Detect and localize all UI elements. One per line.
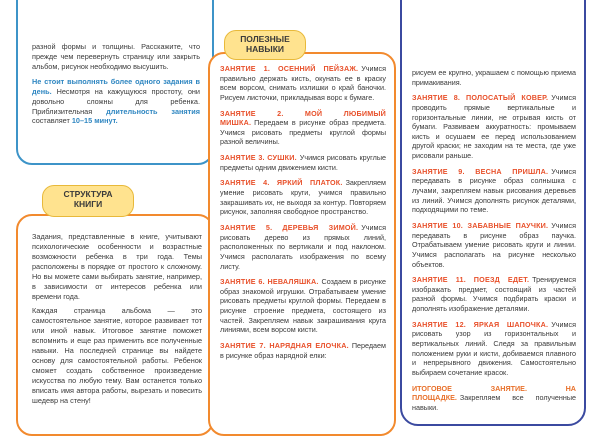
skill-title: ЗАНЯТИЕ 6. НЕВАЛЯШКА.	[220, 277, 319, 287]
skill-text: Передаем в рисунке образ предмета. Учимся рисовать предметы круглой формы разной величины.	[220, 118, 386, 147]
skills-column-2	[412, 68, 576, 413]
skill-text: Учимся правильно держать кисть, окунать ее в краску всем ворсом, снимать излишки о край баночки. Рисуем листочки, прикладывая ворс к бумаге.	[220, 64, 386, 102]
skill-title: ЗАНЯТИЕ 12. ЯРКАЯ ШАПОЧКА.	[412, 319, 549, 329]
skill-title: ЗАНЯТИЕ 7. НАРЯДНАЯ ЕЛОЧКА.	[220, 341, 349, 351]
structure-paragraph-2: Каждая страница альбома — это самостоятельное занятие, которое развивает тот или иной навык. Итоговое занятие поможет вспомнить и еще раз применить все полученные навыки. На последней странице вы найдете основу для самостоятельной работы. Ребенок сможет создать собственное произведение искусства по любую тему. Вам останется только вписать имя автора работы, вырезать и повесить шедевр на стену!	[32, 306, 202, 405]
skill-text: Учимся передавать в рисунке образ солнышка с лучами, закрепляем навык рисования деревьев из линий. Учимся дополнять рисунок деталями, подходящими по теме.	[412, 166, 576, 215]
structure-label	[42, 185, 134, 217]
skill-title: ЗАНЯТИЕ 3. СУШКИ.	[220, 153, 297, 163]
intro-hl-minutes: 10–15 минут.	[71, 116, 118, 126]
intro-text-post: составляет	[32, 116, 70, 126]
skill-item	[220, 277, 386, 335]
skill-item	[220, 153, 386, 172]
skill-text: Учимся рисовать дерево из прямых линий, расположенных по вертикали и под наклоном. Учимся располагать изображения по всему листу.	[220, 222, 386, 271]
skill-item	[412, 320, 576, 378]
skill-text: Учимся рисовать узор из горизонтальных и вертикальных линий. Следя за правильным положением руки и кисти, добиваемся плавного и непрерывного движения. Самостоятельно выбираем сочетание красок.	[412, 319, 576, 377]
intro-panel	[16, 0, 214, 165]
structure-paragraph-1: Задания, представленные в книге, учитывают психологические особенности и возрастные возможности ребенка в три года. Темы расположены в порядке от простого к сложному. Но вы можете сами выбирать занятие, например, в зависимости от интересов ребенка или времени года.	[32, 232, 202, 301]
intro-hl-one-task: стоит выполнять более одного задания в день.	[32, 76, 200, 96]
skill-text: рисуем ее крупно, украшаем с помощью приема примакивания.	[412, 68, 576, 87]
skill-item	[220, 109, 386, 148]
skill-title: ЗАНЯТИЕ 9. ВЕСНА ПРИШЛА.	[412, 166, 549, 176]
skill-item	[220, 178, 386, 217]
skill-item	[220, 341, 386, 360]
skill-title: ЗАНЯТИЕ 2. МОЙ ЛЮБИМЫЙ МИШКА.	[220, 108, 386, 128]
intro-paragraph-1: разной формы и толщины. Расскажите, что прежде чем перевернуть страницу или закрыть альбом, рисунок необходимо высушить.	[32, 42, 200, 71]
skills-panel-left	[208, 52, 396, 436]
intro-paragraph-2	[32, 77, 200, 127]
skill-item	[412, 275, 576, 314]
skill-item	[220, 64, 386, 103]
final-skill-item	[412, 384, 576, 413]
skill-text: Передаем в рисунке образ нарядной елки:	[220, 341, 386, 360]
skill-item	[412, 167, 576, 215]
skill-text: Учимся передавать в рисунке образ паучка. Отрабатываем умение рисовать круги и линии. Учимся располагать на рисунке несколько объектов.	[412, 220, 576, 269]
skill-title: ЗАНЯТИЕ 8. ПОЛОСАТЫЙ КОВЕР.	[412, 93, 549, 103]
skill-item	[412, 221, 576, 269]
skill-item	[412, 68, 576, 87]
structure-panel	[16, 214, 214, 436]
skills-panel-right	[400, 0, 586, 426]
skills-label-text: ПОЛЕЗНЫЕ НАВЫКИ	[240, 34, 290, 54]
skill-text: Создаем в рисунке образ знакомой игрушки. Отрабатываем умение рисовать предметы круглой формы. Передаем в рисунке строение предмета, состоящего из частей. Закрепляем навык закрашивания круга линиями, всем ворсом кисти.	[220, 277, 386, 335]
skill-text: Учимся проводить прямые вертикальные и горизонтальные линии, не отрывая кисть от бумаги. Развиваем аккуратность: промываем кисть и осушаем ее перед использованием другой краски; не заходим на те места, где уже рисовали раньше.	[412, 93, 576, 161]
final-skill-title: ИТОГОВОЕ ЗАНЯТИЕ. НА ПЛОЩАДКЕ.	[412, 383, 576, 403]
skill-text: Закрепляем умение рисовать круги, учимся правильно закрашивать их, не выходя за контур. Повторяем рисунок, заполняя свободное пространство.	[220, 178, 386, 217]
skills-column-1	[220, 64, 386, 360]
intro-text-mid: Несмотря на кажущуюся простоту, они довольно сложны для ребенка. Приблизительная	[32, 86, 201, 116]
intro-hl-not: Не	[32, 76, 42, 86]
final-skill-text: Закрепляем все полученные навыки.	[412, 393, 576, 412]
skill-title: ЗАНЯТИЕ 1. ОСЕННИЙ ПЕЙЗАЖ.	[220, 64, 359, 73]
skill-text: Тренируемся изображать предмет, состоящий из частей разной формы. Учимся подбирать краски и дополнять изображение деталями.	[412, 275, 576, 314]
skill-title: ЗАНЯТИЕ 11. ПОЕЗД ЕДЕТ.	[412, 275, 530, 285]
skill-item	[412, 93, 576, 160]
skills-label	[224, 30, 306, 60]
skill-text: Учимся рисовать круглые предметы одним движением кисти.	[220, 153, 386, 172]
structure-label-text: СТРУКТУРА КНИГИ	[63, 189, 113, 209]
skill-item	[220, 223, 386, 271]
skill-title: ЗАНЯТИЕ 4. ЯРКИЙ ПЛАТОК.	[220, 178, 343, 188]
skill-title: ЗАНЯТИЕ 5. ДЕРЕВЬЯ ЗИМОЙ.	[220, 222, 359, 232]
skill-title: ЗАНЯТИЕ 10. ЗАБАВНЫЕ ПАУЧКИ.	[412, 220, 549, 230]
intro-hl-duration: длительность занятия	[106, 106, 200, 116]
